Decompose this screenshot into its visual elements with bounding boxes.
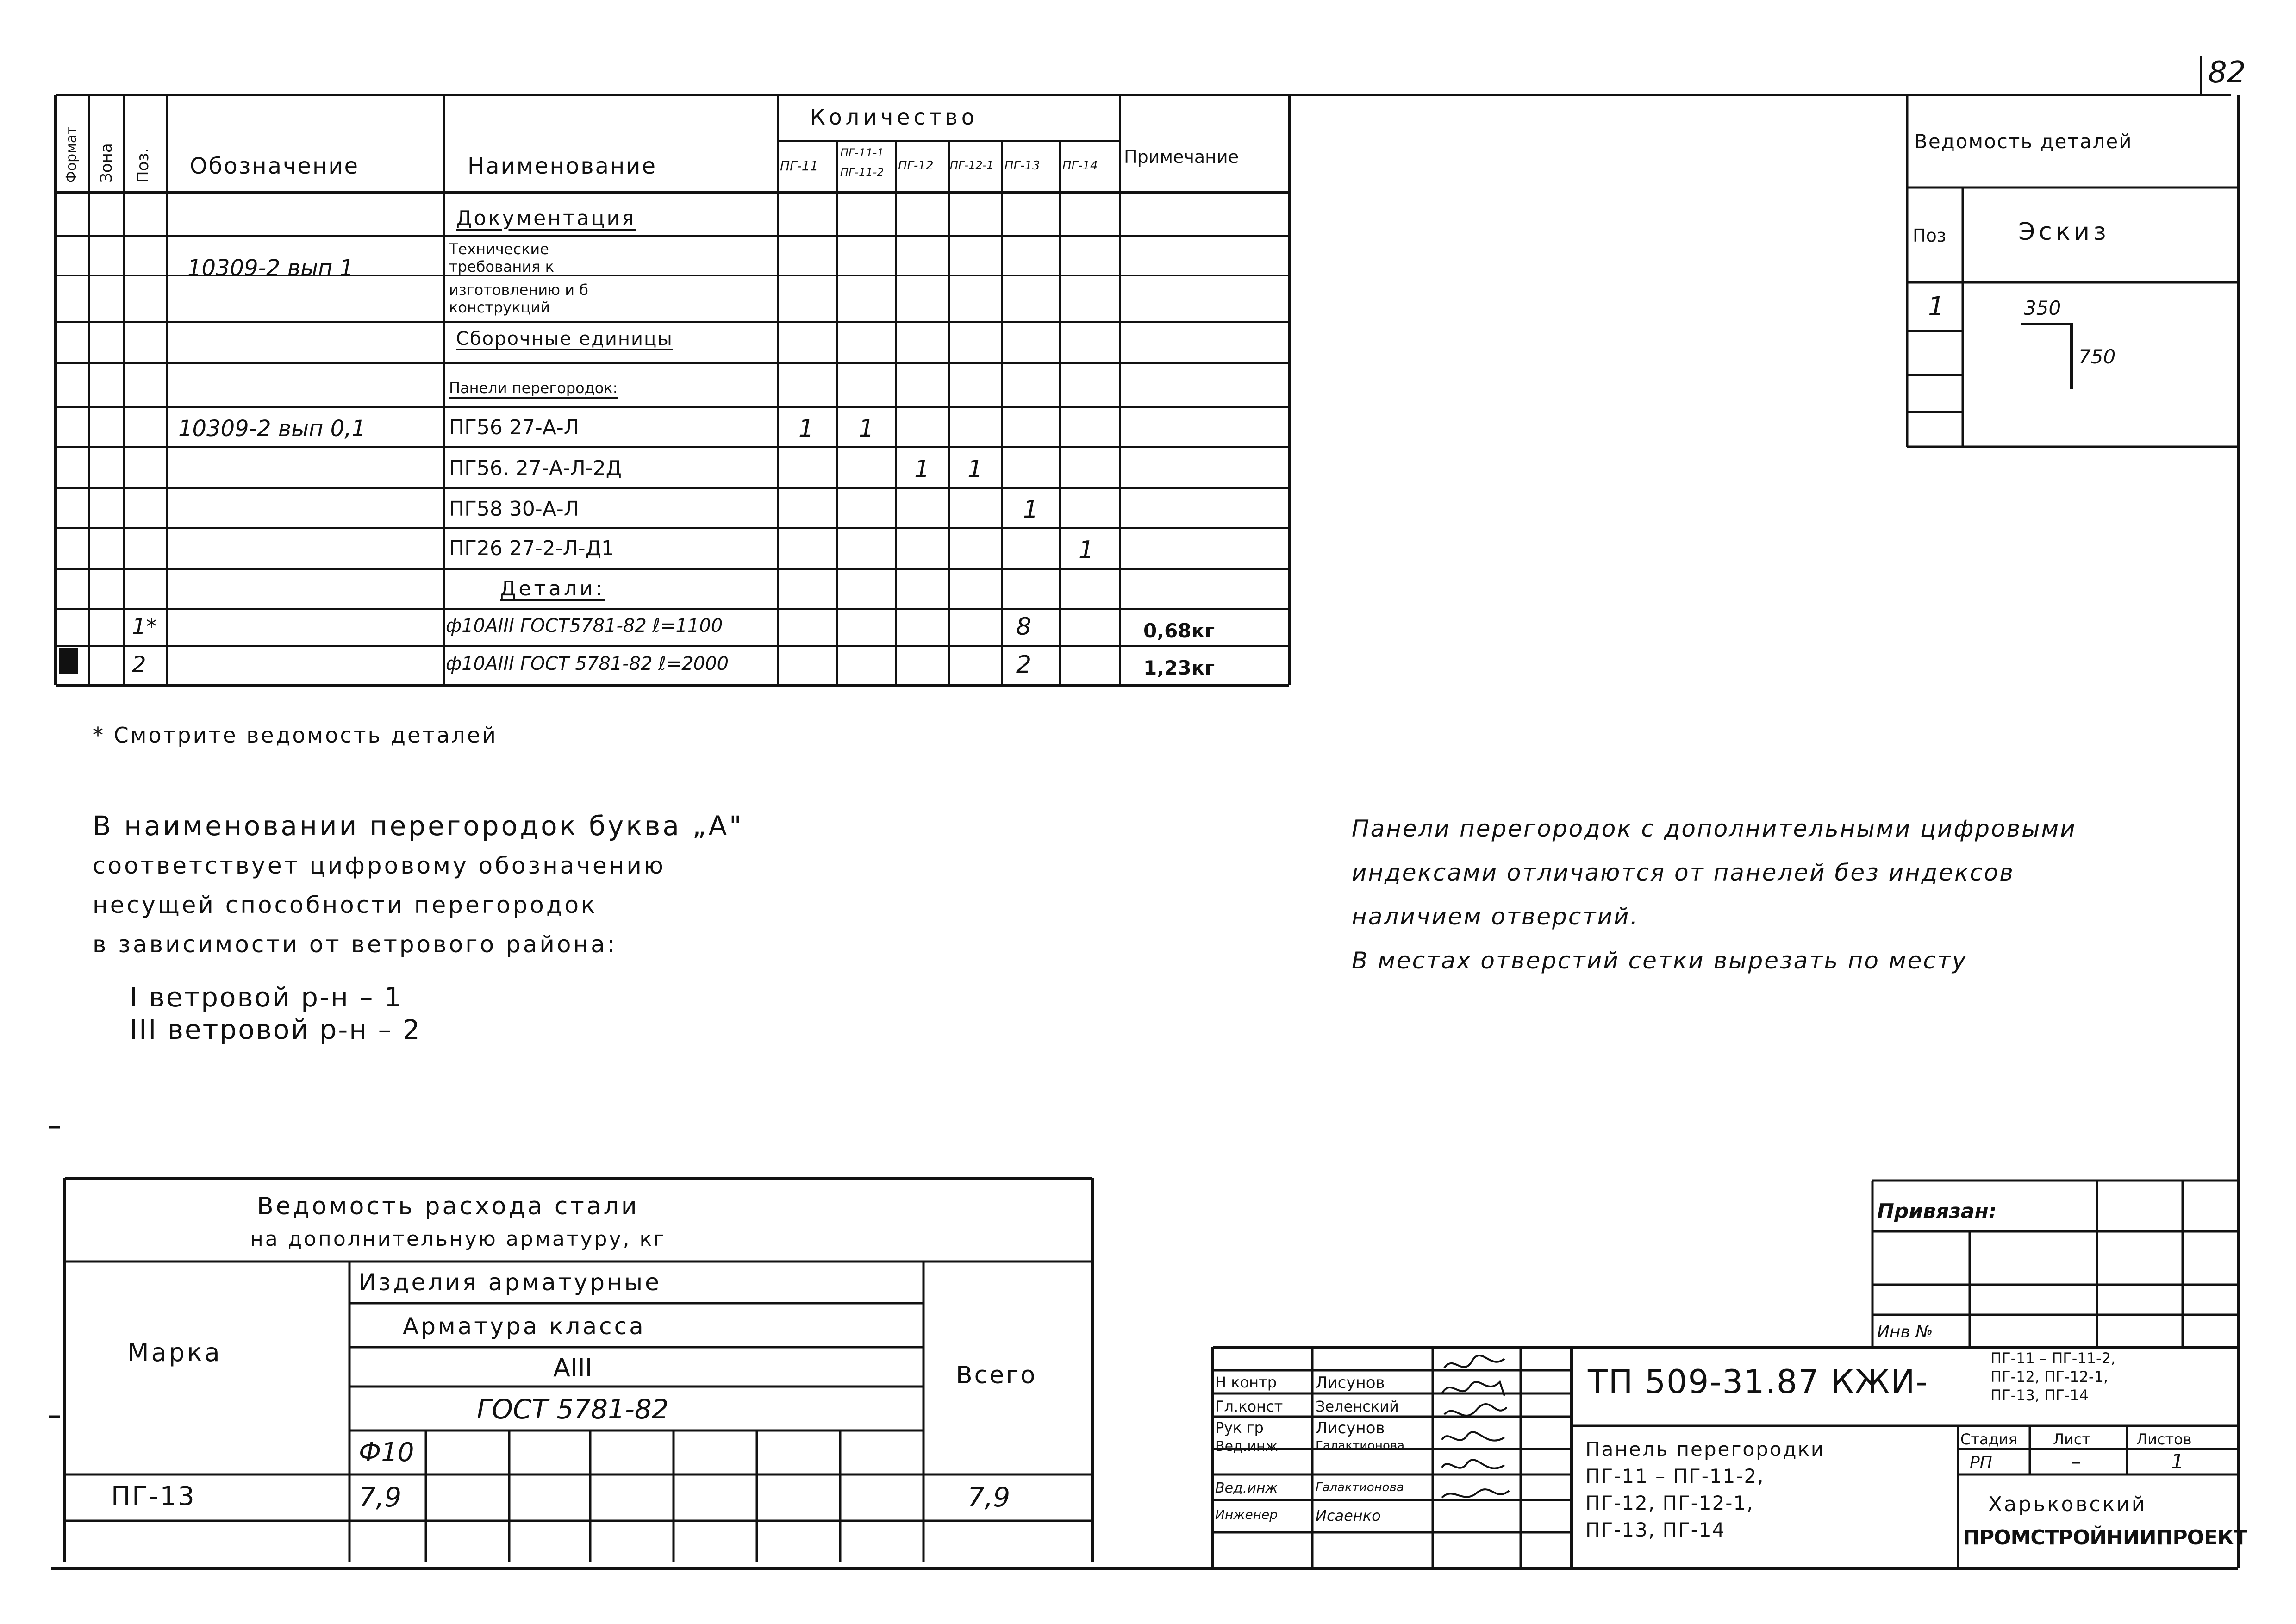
header-name: Наименование bbox=[468, 153, 657, 179]
row1-name: ПГ56 27-А-Л bbox=[449, 416, 579, 439]
note-right-line2: индексами отличаются от панелей без индексов bbox=[1352, 859, 2015, 886]
detail2-note: 1,23кг bbox=[1143, 656, 1215, 679]
role-engineer: Инженер bbox=[1215, 1507, 1278, 1522]
drawing-name-line3: ПГ-12, ПГ-12-1, bbox=[1585, 1492, 1754, 1514]
note-left-line5: I ветровой р-н – 1 bbox=[130, 981, 403, 1013]
steel-header-class: АIII bbox=[553, 1353, 593, 1382]
person-lead-engineer-2: Галактионова bbox=[1316, 1480, 1404, 1494]
person-chief-designer: Зеленский bbox=[1316, 1398, 1399, 1415]
row4-qty-pg14: 1 bbox=[1079, 536, 1094, 564]
steel-row-mark: ПГ-13 bbox=[111, 1481, 196, 1512]
detail2-pos: 2 bbox=[132, 652, 146, 678]
details-sketch-header: Эскиз bbox=[2018, 218, 2110, 246]
header-zone: Зона bbox=[97, 143, 116, 183]
doc-name-line3: изготовлению и б bbox=[449, 281, 588, 299]
steel-row-total: 7,9 bbox=[967, 1481, 1011, 1513]
row3-name: ПГ58 30-А-Л bbox=[449, 497, 579, 521]
qty-col-pg14: ПГ-14 bbox=[1062, 159, 1098, 173]
detail1-note: 0,68кг bbox=[1143, 619, 1215, 642]
note-left-line6: III ветровой р-н – 2 bbox=[130, 1014, 421, 1045]
note-right-line3: наличием отверстий. bbox=[1352, 903, 1639, 930]
row4-name: ПГ26 27-2-Л-Д1 bbox=[449, 537, 614, 560]
steel-header-products: Изделия арматурные bbox=[359, 1269, 661, 1296]
doc-name-line4: конструкций bbox=[449, 299, 550, 316]
section-documentation: Документация bbox=[456, 206, 636, 230]
sketch-dim-vertical: 750 bbox=[2078, 345, 2116, 368]
row2-qty-pg12: 1 bbox=[914, 456, 930, 483]
sheet-header: Лист bbox=[2053, 1430, 2091, 1448]
document-code: ТП 509-31.87 КЖИ- bbox=[1588, 1363, 1928, 1401]
qty-col-pg13: ПГ-13 bbox=[1004, 159, 1040, 173]
details-pos-header: Поз bbox=[1913, 225, 1947, 246]
steel-header-gost: ГОСТ 5781-82 bbox=[477, 1393, 669, 1425]
steel-title-line1: Ведомость расхода стали bbox=[257, 1193, 639, 1220]
sheets-value: 1 bbox=[2171, 1450, 2184, 1474]
note-left-line1: В наименовании перегородок буква „А" bbox=[93, 810, 744, 842]
row3-qty-pg13: 1 bbox=[1023, 496, 1039, 524]
panels-label: Панели перегородок: bbox=[449, 379, 618, 397]
row2-name: ПГ56. 27-А-Л-2Д bbox=[449, 456, 622, 480]
drawing-name-line2: ПГ-11 – ПГ-11-2, bbox=[1585, 1465, 1765, 1487]
person-lead-engineer-1: Галактионова bbox=[1316, 1439, 1405, 1453]
qty-col-pg11: ПГ-11 bbox=[780, 158, 818, 174]
sketch-dim-horizontal: 350 bbox=[2024, 297, 2061, 319]
row1-qty-pg11-1: 1 bbox=[859, 415, 874, 443]
drawing-name-line1: Панель перегородки bbox=[1585, 1438, 1825, 1461]
role-group-head: Рук гр bbox=[1215, 1419, 1264, 1437]
binding-title: Привязан: bbox=[1877, 1199, 1997, 1223]
stage-header: Стадия bbox=[1960, 1430, 2017, 1448]
role-lead-engineer-1: Вед.инж bbox=[1215, 1438, 1278, 1455]
steel-header-diameter: Ф10 bbox=[359, 1437, 414, 1468]
footnote: * Смотрите ведомость деталей bbox=[93, 723, 498, 748]
stage-value: РП bbox=[1970, 1453, 1992, 1472]
details-title: Ведомость деталей bbox=[1914, 130, 2133, 153]
role-lead-engineer-2: Вед.инж bbox=[1215, 1480, 1278, 1496]
sheet-value: – bbox=[2071, 1451, 2081, 1473]
drawing-name-line4: ПГ-13, ПГ-14 bbox=[1585, 1518, 1726, 1541]
steel-title-line2: на дополнительную арматуру, кг bbox=[250, 1227, 667, 1251]
section-details: Детали: bbox=[500, 577, 605, 600]
role-norm-control: Н контр bbox=[1215, 1374, 1277, 1391]
person-group-head: Лисунов bbox=[1316, 1419, 1385, 1437]
detail1-qty-pg13: 8 bbox=[1016, 613, 1032, 641]
role-chief-designer: Гл.конст bbox=[1215, 1398, 1283, 1415]
organization-line2: ПРОМСТРОЙНИИПРОЕКТ bbox=[1963, 1526, 2247, 1549]
row1-qty-pg11: 1 bbox=[799, 415, 814, 443]
doc-name-line1: Технические bbox=[449, 240, 549, 258]
detail2-qty-pg13: 2 bbox=[1016, 651, 1032, 679]
header-note: Примечание bbox=[1124, 147, 1239, 167]
note-left-line4: в зависимости от ветрового района: bbox=[93, 931, 618, 958]
sheets-header: Листов bbox=[2136, 1430, 2192, 1448]
organization-line1: Харьковский bbox=[1988, 1493, 2147, 1516]
steel-header-rebar: Арматура класса bbox=[403, 1313, 646, 1340]
detail1-name: ф10АIII ГОСТ5781-82 ℓ=1100 bbox=[446, 615, 723, 637]
header-format: Формат bbox=[63, 126, 80, 183]
details-row-pos: 1 bbox=[1928, 292, 1945, 322]
person-engineer: Исаенко bbox=[1316, 1507, 1381, 1524]
qty-col-pg12: ПГ-12 bbox=[898, 159, 934, 173]
header-quantity: Количество bbox=[810, 105, 978, 130]
note-left-line2: соответствует цифровому обозначению bbox=[93, 852, 666, 879]
qty-col-pg12-1: ПГ-12-1 bbox=[950, 159, 994, 172]
section-assembly-units: Сборочные единицы bbox=[456, 328, 673, 350]
row1-designation: 10309-2 вып 0,1 bbox=[178, 416, 366, 442]
detail2-name: ф10АIII ГОСТ 5781-82 ℓ=2000 bbox=[446, 653, 729, 675]
document-code-sub2: ПГ-12, ПГ-12-1, bbox=[1990, 1368, 2109, 1386]
note-right-line1: Панели перегородок с дополнительными цифровыми bbox=[1352, 815, 2077, 842]
note-right-line4: В местах отверстий сетки вырезать по месту bbox=[1352, 947, 1967, 974]
note-left-line3: несущей способности перегородок bbox=[93, 892, 598, 918]
qty-col-pg11-1: ПГ-11-1 bbox=[840, 146, 884, 159]
signatures bbox=[1435, 1349, 1518, 1530]
header-pos: Поз. bbox=[134, 148, 152, 183]
document-code-sub1: ПГ-11 – ПГ-11-2, bbox=[1990, 1349, 2116, 1367]
binding-inv-number: Инв № bbox=[1877, 1323, 1933, 1342]
steel-row-value: 7,9 bbox=[359, 1481, 402, 1513]
row2-qty-pg12-1: 1 bbox=[967, 456, 983, 483]
person-norm-control: Лисунов bbox=[1316, 1374, 1385, 1392]
header-designation: Обозначение bbox=[190, 153, 360, 179]
document-code-sub3: ПГ-13, ПГ-14 bbox=[1990, 1387, 2089, 1404]
steel-col-mark: Марка bbox=[127, 1338, 222, 1367]
doc-designation: 10309-2 вып 1 bbox=[187, 255, 354, 281]
qty-col-pg11-2: ПГ-11-2 bbox=[840, 166, 884, 179]
doc-name-line2: требования к bbox=[449, 258, 554, 275]
detail1-pos: 1* bbox=[132, 614, 157, 640]
page-number: 82 bbox=[2208, 56, 2246, 90]
steel-col-total: Всего bbox=[956, 1362, 1037, 1389]
